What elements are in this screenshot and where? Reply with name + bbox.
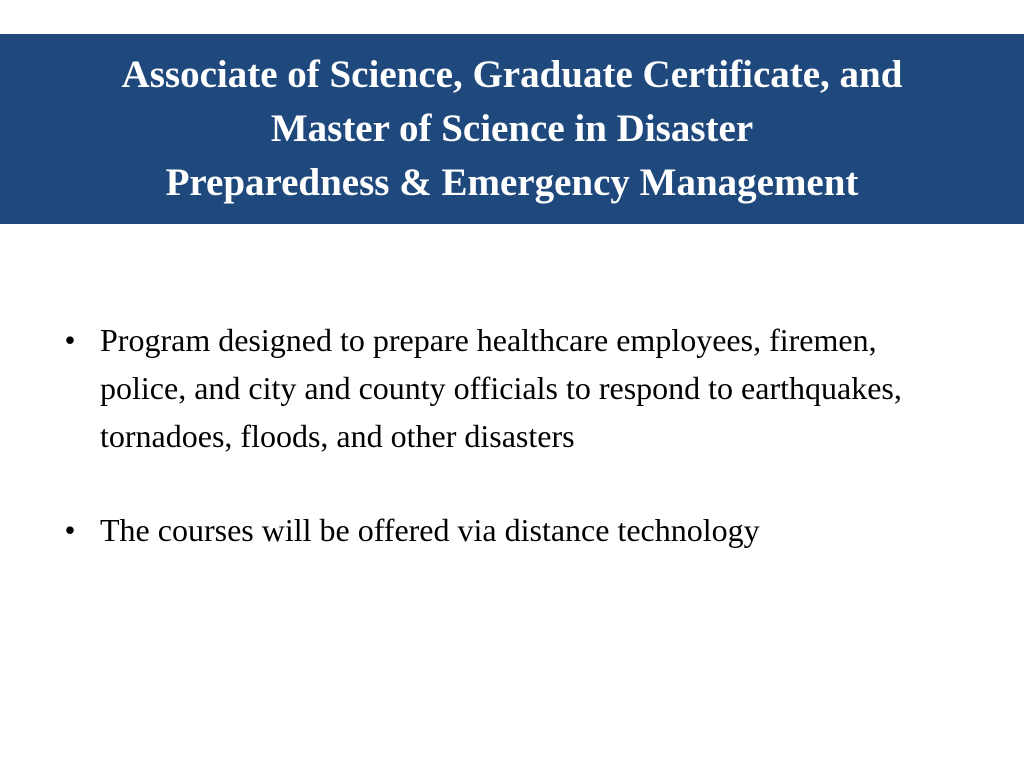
bullet-marker: • (64, 512, 76, 548)
title-line-1: Associate of Science, Graduate Certificate, and (121, 53, 903, 96)
bullet-text: The courses will be offered via distance technology (100, 512, 760, 548)
bullet-list (58, 316, 958, 554)
bullet-text: Program designed to prepare healthcare employees, firemen, police, and city and county officials to respond to earthquakes, tornadoes, floods, and other disasters (100, 322, 902, 454)
title-line-2: Master of Science in Disaster (270, 107, 754, 150)
bullet-marker: • (64, 322, 76, 358)
bullet-item-program (58, 316, 958, 460)
title-line-3: Preparedness & Emergency Management (165, 161, 859, 204)
title-band (0, 34, 1024, 224)
bullet-item-courses (58, 506, 958, 554)
